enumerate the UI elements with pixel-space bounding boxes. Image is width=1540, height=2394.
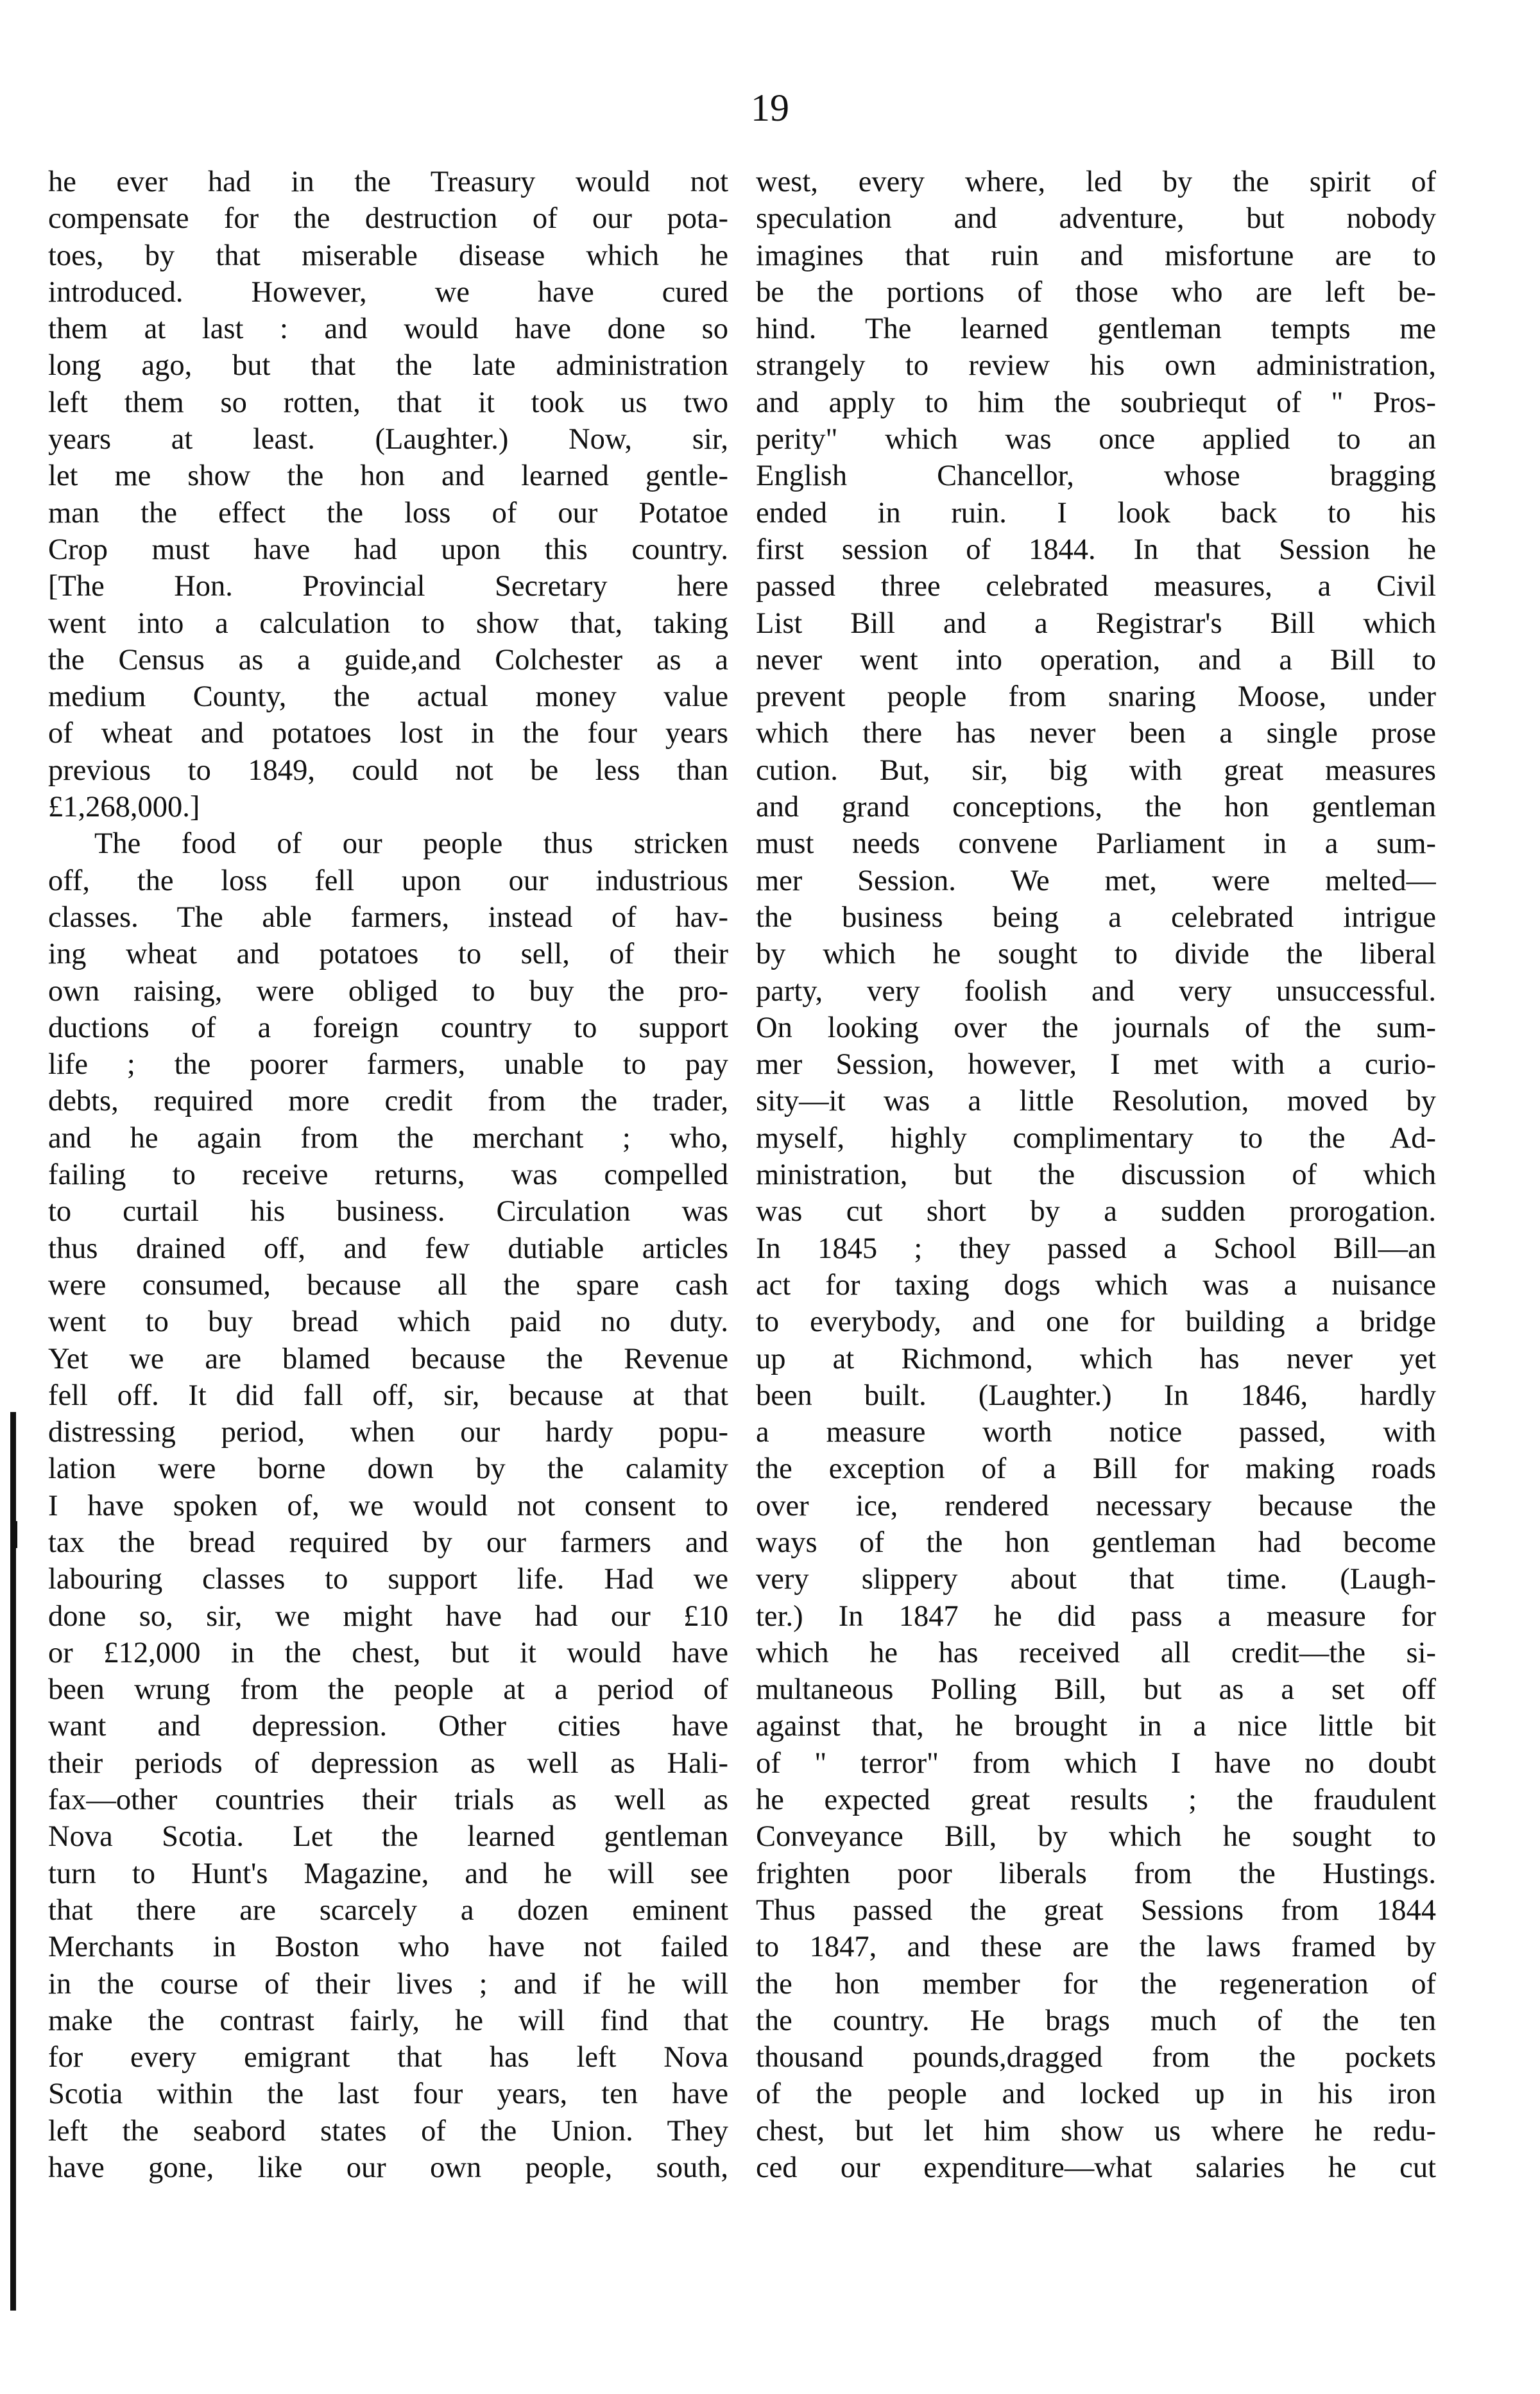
text-line: to curtail his business. Circulation was <box>48 1195 728 1228</box>
text-line: left them so rotten, that it took us two <box>48 386 728 419</box>
text-line: left the seabord states of the Union. They <box>48 2114 728 2148</box>
text-line: I have spoken of, we would not consent to <box>48 1489 728 1522</box>
text-line: and apply to him the soubriequt of " Pros- <box>756 386 1436 419</box>
text-line: them at last : and would have done so <box>48 313 728 346</box>
text-line: imagines that ruin and misfortune are to <box>756 239 1436 272</box>
text-line: mer Session, however, I met with a curio- <box>756 1048 1436 1081</box>
text-line: cution. But, sir, big with great measures <box>756 754 1436 787</box>
text-line: never went into operation, and a Bill to <box>756 643 1436 676</box>
text-line: tax the bread required by our farmers and <box>48 1526 728 1559</box>
text-line: he expected great results ; the fraudulent <box>756 1784 1436 1817</box>
text-line: speculation and adventure, but nobody <box>756 202 1436 236</box>
text-line: medium County, the actual money value <box>48 680 728 714</box>
text-line: went into a calculation to show that, taking <box>48 607 728 640</box>
text-line: hind. The learned gentleman tempts me <box>756 313 1436 346</box>
text-line: done so, sir, we might have had our £10 <box>48 1599 728 1633</box>
text-line: Thus passed the great Sessions from 1844 <box>756 1893 1436 1927</box>
text-line: over ice, rendered necessary because the <box>756 1489 1436 1522</box>
text-line: own raising, were obliged to buy the pro- <box>48 974 728 1008</box>
text-line: English Chancellor, whose bragging <box>756 460 1436 493</box>
text-line: that there are scarcely a dozen eminent <box>48 1893 728 1927</box>
text-line: chest, but let him show us where he redu- <box>756 2114 1436 2148</box>
text-line: and grand conceptions, the hon gentleman <box>756 791 1436 824</box>
text-line: passed three celebrated measures, a Civil <box>756 570 1436 603</box>
text-line: in the course of their lives ; and if he will <box>48 1967 728 2001</box>
text-line: the exception of a Bill for making roads <box>756 1452 1436 1486</box>
text-line: ductions of a foreign country to support <box>48 1011 728 1044</box>
text-line: myself, highly complimentary to the Ad- <box>756 1121 1436 1155</box>
text-line: very slippery about that time. (Laugh- <box>756 1563 1436 1596</box>
text-line: for every emigrant that has left Nova <box>48 2041 728 2074</box>
text-line: thousand pounds,dragged from the pockets <box>756 2041 1436 2074</box>
text-line: the country. He brags much of the ten <box>756 2004 1436 2037</box>
text-line: first session of 1844. In that Session he <box>756 533 1436 566</box>
text-line: List Bill and a Registrar's Bill which <box>756 607 1436 640</box>
text-line: act for taxing dogs which was a nuisance <box>756 1268 1436 1302</box>
text-line: which he has received all credit—the si- <box>756 1636 1436 1669</box>
text-line: to 1847, and these are the laws framed by <box>756 1931 1436 1964</box>
text-line: compensate for the destruction of our pota- <box>48 202 728 236</box>
text-line: strangely to review his own administration, <box>756 349 1436 383</box>
text-line: ced our expenditure—what salaries he cut <box>756 2151 1436 2185</box>
text-line: frighten poor liberals from the Hustings. <box>756 1857 1436 1890</box>
text-line: against that, he brought in a nice little bit <box>756 1710 1436 1743</box>
text-line: been wrung from the people at a period of <box>48 1673 728 1707</box>
left-column <box>48 164 728 2186</box>
text-line: [The Hon. Provincial Secretary here <box>48 570 728 603</box>
text-line: distressing period, when our hardy popu- <box>48 1416 728 1449</box>
text-line: or £12,000 in the chest, but it would have <box>48 1636 728 1669</box>
text-line: of " terror" from which I have no doubt <box>756 1746 1436 1780</box>
text-line: prevent people from snaring Moose, under <box>756 680 1436 714</box>
text-line: sity—it was a little Resolution, moved by <box>756 1085 1436 1118</box>
text-line: In 1845 ; they passed a School Bill—an <box>756 1232 1436 1265</box>
text-line: Conveyance Bill, by which he sought to <box>756 1820 1436 1854</box>
text-line: up at Richmond, which has never yet <box>756 1342 1436 1375</box>
text-line: £1,268,000.] <box>48 791 200 824</box>
text-line: off, the loss fell upon our industrious <box>48 864 728 897</box>
text-line: failing to receive returns, was compelled <box>48 1158 728 1192</box>
text-line: labouring classes to support life. Had we <box>48 1563 728 1596</box>
text-line: ter.) In 1847 he did pass a measure for <box>756 1599 1436 1633</box>
text-line: ing wheat and potatoes to sell, of their <box>48 938 728 971</box>
text-line: went to buy bread which paid no duty. <box>48 1305 728 1339</box>
text-line: classes. The able farmers, instead of hav- <box>48 900 728 934</box>
text-line: long ago, but that the late administration <box>48 349 728 383</box>
text-line: which there has never been a single prose <box>756 717 1436 750</box>
text-line: by which he sought to divide the liberal <box>756 938 1436 971</box>
text-line: he ever had in the Treasury would not <box>48 166 728 198</box>
text-line: the Census as a guide,and Colchester as a <box>48 643 728 676</box>
text-line: a measure worth notice passed, with <box>756 1416 1436 1449</box>
text-line: to everybody, and one for building a bridge <box>756 1305 1436 1339</box>
text-line: Scotia within the last four years, ten have <box>48 2078 728 2111</box>
text-line: let me show the hon and learned gentle- <box>48 460 728 493</box>
text-line: toes, by that miserable disease which he <box>48 239 728 272</box>
text-line: introduced. However, we have cured <box>48 275 728 309</box>
text-line: multaneous Polling Bill, but as a set off <box>756 1673 1436 1707</box>
text-line: of the people and locked up in his iron <box>756 2078 1436 2111</box>
text-line: must needs convene Parliament in a sum- <box>756 827 1436 861</box>
text-line: turn to Hunt's Magazine, and he will see <box>48 1857 728 1890</box>
text-line: be the portions of those who are left be- <box>756 275 1436 309</box>
text-line: and he again from the merchant ; who, <box>48 1121 728 1155</box>
text-line: party, very foolish and very unsuccessful. <box>756 974 1436 1008</box>
text-line: On looking over the journals of the sum- <box>756 1011 1436 1044</box>
text-line: the business being a celebrated intrigue <box>756 900 1436 934</box>
text-line: Crop must have had upon this country. <box>48 533 728 566</box>
text-line: their periods of depression as well as Hali- <box>48 1746 728 1780</box>
right-column <box>756 164 1436 2186</box>
text-line: ended in ruin. I look back to his <box>756 496 1436 530</box>
text-line: was cut short by a sudden prorogation. <box>756 1195 1436 1228</box>
text-line: debts, required more credit from the trader, <box>48 1085 728 1118</box>
text-line: lation were borne down by the calamity <box>48 1452 728 1486</box>
text-line: make the contrast fairly, he will find that <box>48 2004 728 2037</box>
text-line: perity" which was once applied to an <box>756 423 1436 456</box>
text-line: been built. (Laughter.) In 1846, hardly <box>756 1379 1436 1412</box>
text-line: Nova Scotia. Let the learned gentleman <box>48 1820 728 1854</box>
text-line: life ; the poorer farmers, unable to pay <box>48 1048 728 1081</box>
text-line: years at least. (Laughter.) Now, sir, <box>48 423 728 456</box>
text-line: west, every where, led by the spirit of <box>756 166 1436 198</box>
text-line: thus drained off, and few dutiable articles <box>48 1232 728 1265</box>
margin-bar <box>10 1412 16 2311</box>
text-line: mer Session. We met, were melted— <box>756 864 1436 897</box>
text-line: Merchants in Boston who have not failed <box>48 1931 728 1964</box>
text-line: ways of the hon gentleman had become <box>756 1526 1436 1559</box>
text-line: ministration, but the discussion of which <box>756 1158 1436 1192</box>
text-line: want and depression. Other cities have <box>48 1710 728 1743</box>
text-line: were consumed, because all the spare cash <box>48 1268 728 1302</box>
page-number: 19 <box>751 87 789 129</box>
text-line: man the effect the loss of our Potatoe <box>48 496 728 530</box>
text-line: previous to 1849, could not be less than <box>48 754 728 787</box>
text-line: have gone, like our own people, south, <box>48 2151 728 2185</box>
text-line: fax—other countries their trials as well as <box>48 1784 728 1817</box>
text-line: fell off. It did fall off, sir, because at that <box>48 1379 728 1412</box>
text-line: the hon member for the regeneration of <box>756 1967 1436 2001</box>
text-line: Yet we are blamed because the Revenue <box>48 1342 728 1375</box>
text-line: The food of our people thus stricken <box>94 827 728 861</box>
text-line: of wheat and potatoes lost in the four years <box>48 717 728 750</box>
